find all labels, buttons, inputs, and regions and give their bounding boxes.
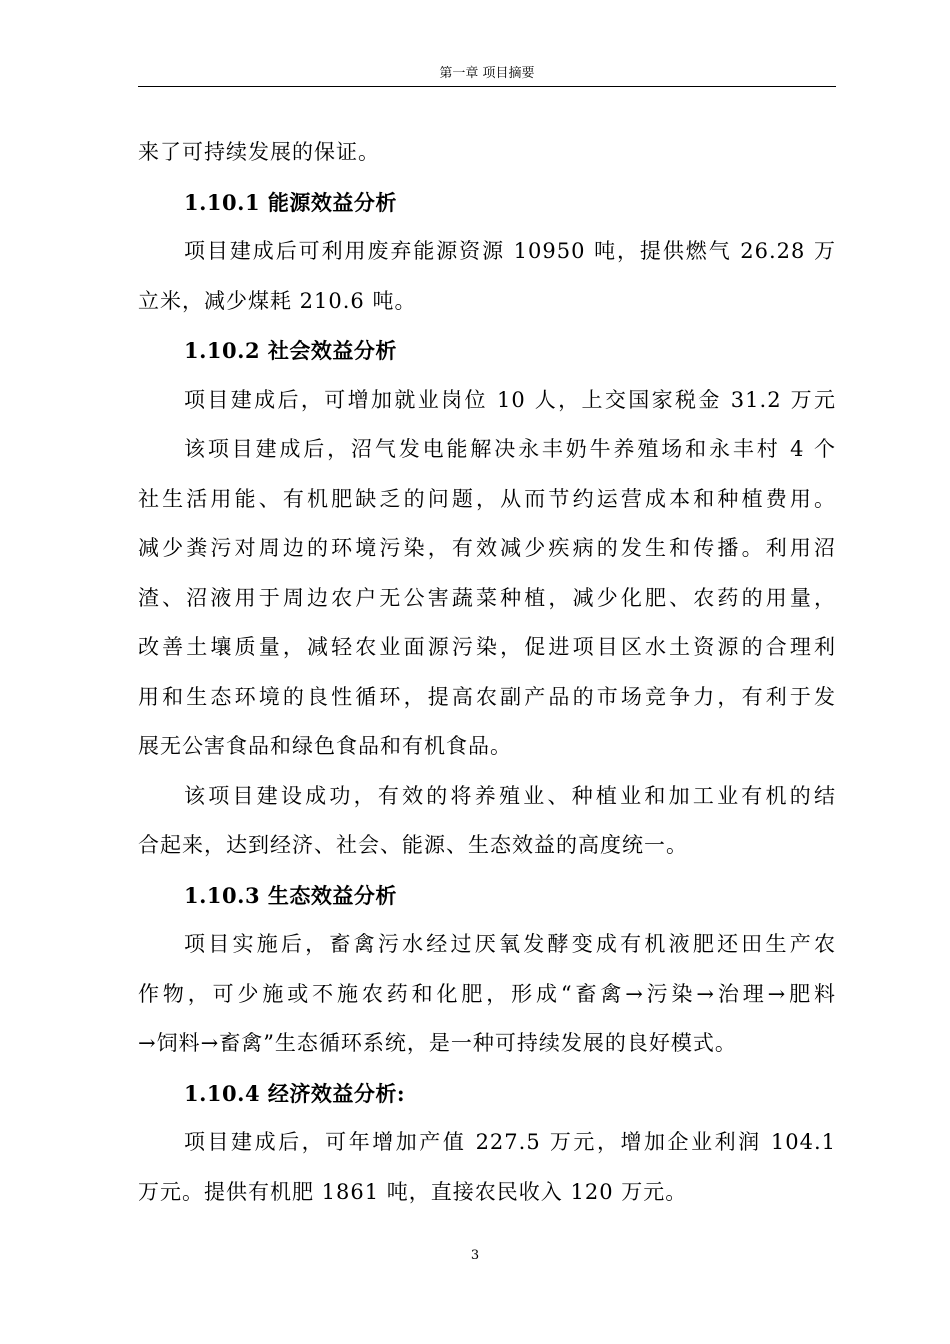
body-text-line: 该项目建成后，沼气发电能解决永丰奶牛养殖场和永丰村 4 个 [184, 437, 836, 461]
body-text-line: 项目建成后可利用废弃能源资源 10950 吨，提供燃气 26.28 万 [184, 239, 836, 263]
body-text-line: 渣、沼液用于周边农户无公害蔬菜种植，减少化肥、农药的用量， [138, 585, 836, 610]
body-text-line: 减少粪污对周边的环境污染，有效减少疾病的发生和传播。利用沼 [138, 536, 836, 560]
body-text-line: 作物，可少施或不施农药和化肥，形成“畜禽→污染→治理→肥料 [138, 981, 836, 1006]
body-text-line: →饲料→畜禽”生态循环系统，是一种可持续发展的良好模式。 [138, 1031, 737, 1055]
body-text-line: 来了可持续发展的保证。 [138, 140, 380, 164]
document-body [138, 128, 836, 1217]
running-header: 第一章 项目摘要 [439, 66, 535, 81]
body-text-line: 立米，减少煤耗 210.6 吨。 [138, 288, 417, 313]
body-text-line: 该项目建设成功，有效的将养殖业、种植业和加工业有机的结 [184, 783, 836, 808]
body-text-line: 项目实施后，畜禽污水经过厌氧发酵变成有机液肥还田生产农 [184, 932, 836, 956]
section-heading-1-10-4: 1.10.4 经济效益分析: [184, 1080, 406, 1106]
section-heading-1-10-1: 1.10.1 能源效益分析 [184, 189, 397, 215]
body-text-line: 项目建成后，可年增加产值 227.5 万元，增加企业利润 104.1 [184, 1130, 836, 1154]
body-text-line: 万元。提供有机肥 1861 吨，直接农民收入 120 万元。 [138, 1179, 688, 1204]
body-text-line: 合起来，达到经济、社会、能源、生态效益的高度统一。 [138, 833, 688, 857]
section-heading-1-10-2: 1.10.2 社会效益分析 [184, 338, 397, 363]
body-text-line: 项目建成后，可增加就业岗位 10 人，上交国家税金 31.2 万元 [184, 387, 836, 412]
body-text-line: 用和生态环境的良性循环，提高农副产品的市场竞争力，有利于发 [138, 684, 836, 709]
header-rule [138, 86, 836, 87]
body-text-line: 社生活用能、有机肥缺乏的问题，从而节约运营成本和种植费用。 [138, 486, 836, 511]
body-text-line: 展无公害食品和绿色食品和有机食品。 [138, 734, 512, 758]
body-text-line: 改善土壤质量，减轻农业面源污染，促进项目区水土资源的合理利 [138, 635, 836, 659]
page-number: 3 [470, 1248, 480, 1263]
section-heading-1-10-3: 1.10.3 生态效益分析 [184, 882, 397, 908]
